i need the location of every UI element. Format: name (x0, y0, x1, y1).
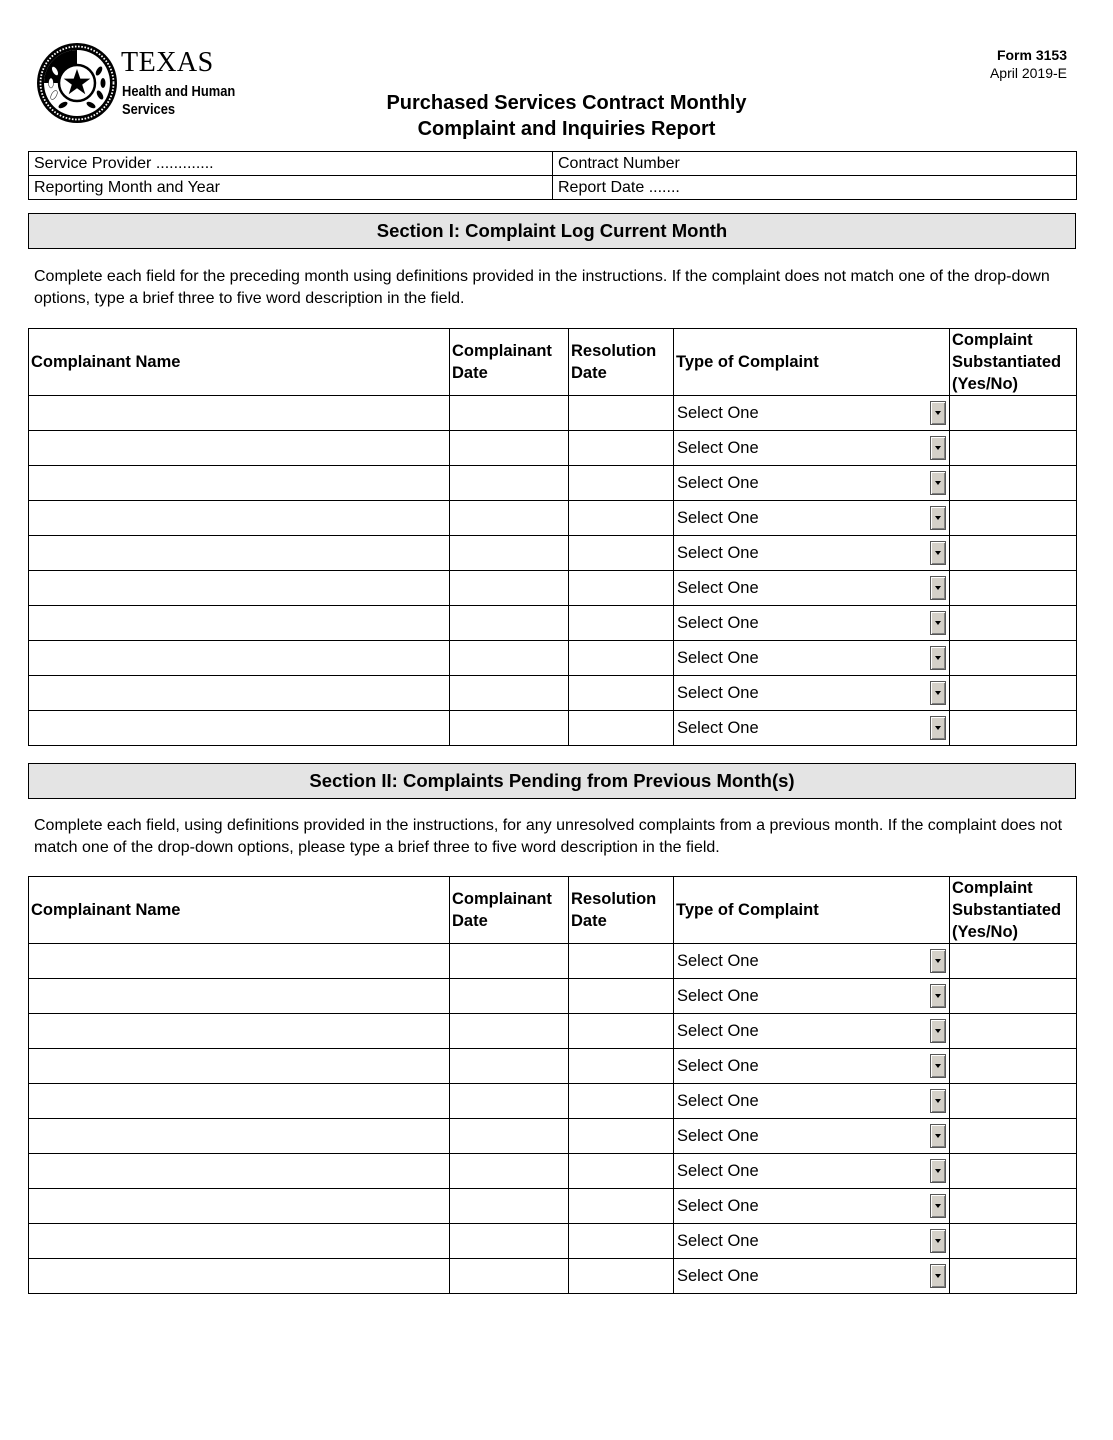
substantiated-cell[interactable] (950, 1049, 1077, 1084)
chevron-down-icon[interactable] (930, 1124, 946, 1148)
complainant-date-cell[interactable] (450, 1014, 569, 1049)
chevron-down-icon[interactable] (930, 506, 946, 530)
complaint-type-value: Select One (677, 684, 759, 702)
table-row (29, 641, 1077, 676)
complaint-type-dropdown[interactable] (674, 676, 950, 711)
form-revision: April 2019-E (989, 65, 1067, 81)
chevron-down-icon[interactable] (930, 401, 946, 425)
substantiated-cell[interactable] (950, 1189, 1077, 1224)
substantiated-cell[interactable] (950, 1224, 1077, 1259)
complaint-type-dropdown[interactable] (674, 641, 950, 676)
complainant-date-cell[interactable] (450, 1189, 569, 1224)
chevron-down-icon[interactable] (930, 611, 946, 635)
table-row (29, 606, 1077, 641)
complainant-name-cell[interactable] (29, 571, 450, 606)
complainant-date-cell[interactable] (450, 466, 569, 501)
page-title (280, 90, 853, 142)
complainant-date-cell[interactable] (450, 431, 569, 466)
complaint-type-value: Select One (677, 579, 759, 597)
service-provider-field[interactable] (29, 152, 553, 176)
complainant-name-cell[interactable] (29, 466, 450, 501)
table-row (29, 944, 1077, 979)
resolution-date-cell[interactable] (569, 1084, 674, 1119)
table-row (29, 1259, 1077, 1294)
complaint-type-value: Select One (677, 509, 759, 527)
complaint-type-select[interactable] (674, 1189, 949, 1223)
complaint-type-value: Select One (677, 1092, 759, 1110)
table-row (29, 1084, 1077, 1119)
complaint-type-dropdown[interactable] (674, 1259, 950, 1294)
substantiated-cell[interactable] (950, 396, 1077, 431)
table-row (29, 536, 1077, 571)
substantiated-cell[interactable] (950, 501, 1077, 536)
substantiated-cell[interactable] (950, 979, 1077, 1014)
resolution-date-cell[interactable] (569, 1224, 674, 1259)
col-header-substantiated: Complaint Substantiated (Yes/No) (950, 329, 1077, 396)
header-info-table (28, 151, 1077, 200)
chevron-down-icon[interactable] (930, 436, 946, 460)
table-row (29, 396, 1077, 431)
table-row (29, 1014, 1077, 1049)
complainant-date-cell[interactable] (450, 979, 569, 1014)
reporting-month-year-field[interactable] (29, 176, 553, 200)
complaint-type-select[interactable] (674, 979, 949, 1013)
complainant-date-cell[interactable] (450, 1154, 569, 1189)
complaint-type-select[interactable] (674, 1259, 949, 1293)
complaint-type-select[interactable] (674, 944, 949, 978)
resolution-date-cell[interactable] (569, 501, 674, 536)
complainant-date-cell[interactable] (450, 536, 569, 571)
resolution-date-cell[interactable] (569, 571, 674, 606)
complainant-name-cell[interactable] (29, 711, 450, 746)
table-header-row (29, 877, 1077, 944)
complaint-type-value: Select One (677, 952, 759, 970)
complainant-name-cell[interactable] (29, 606, 450, 641)
substantiated-cell[interactable] (950, 431, 1077, 466)
texas-seal-icon (35, 41, 119, 125)
complaint-type-dropdown[interactable] (674, 1084, 950, 1119)
logo-line-2: Health and Human (122, 83, 236, 100)
complainant-name-cell[interactable] (29, 944, 450, 979)
complaint-type-value: Select One (677, 1022, 759, 1040)
complainant-date-cell[interactable] (450, 571, 569, 606)
complaint-type-select[interactable] (674, 396, 949, 430)
chevron-down-icon[interactable] (930, 576, 946, 600)
complainant-date-cell[interactable] (450, 1119, 569, 1154)
col-header-type-of-complaint: Type of Complaint (674, 877, 950, 944)
chevron-down-icon[interactable] (930, 1264, 946, 1288)
report-date-label: Report Date ....... (558, 178, 680, 196)
chevron-down-icon[interactable] (930, 1054, 946, 1078)
resolution-date-cell[interactable] (569, 944, 674, 979)
resolution-date-cell[interactable] (569, 1014, 674, 1049)
title-line-2: Complaint and Inquiries Report (417, 118, 716, 140)
substantiated-cell[interactable] (950, 944, 1077, 979)
substantiated-cell[interactable] (950, 466, 1077, 501)
complaint-type-value: Select One (677, 474, 759, 492)
table-row (29, 676, 1077, 711)
substantiated-cell[interactable] (950, 676, 1077, 711)
table-row (29, 711, 1077, 746)
complaint-type-dropdown[interactable] (674, 571, 950, 606)
section-2-heading: Section II: Complaints Pending from Previous Month(s) (28, 763, 1076, 799)
complainant-name-cell[interactable] (29, 536, 450, 571)
resolution-date-cell[interactable] (569, 606, 674, 641)
complainant-name-cell[interactable] (29, 396, 450, 431)
complaint-type-value: Select One (677, 649, 759, 667)
title-line-1: Purchased Services Contract Monthly (386, 92, 747, 114)
complaint-type-dropdown[interactable] (674, 711, 950, 746)
complaint-type-select[interactable] (674, 1049, 949, 1083)
complainant-date-cell[interactable] (450, 1259, 569, 1294)
resolution-date-cell[interactable] (569, 979, 674, 1014)
complainant-date-cell[interactable] (450, 944, 569, 979)
complaint-type-value: Select One (677, 1232, 759, 1250)
chevron-down-icon[interactable] (930, 1229, 946, 1253)
complainant-name-cell[interactable] (29, 1049, 450, 1084)
contract-number-field[interactable] (553, 152, 1077, 176)
section-1-complaint-table (28, 328, 1077, 746)
substantiated-cell[interactable] (950, 1154, 1077, 1189)
complaint-type-select[interactable] (674, 1119, 949, 1153)
col-header-substantiated: Complaint Substantiated (Yes/No) (950, 877, 1077, 944)
table-row (29, 1189, 1077, 1224)
substantiated-cell[interactable] (950, 571, 1077, 606)
complaint-type-value: Select One (677, 614, 759, 632)
resolution-date-cell[interactable] (569, 1049, 674, 1084)
table-header-row (29, 329, 1077, 396)
resolution-date-cell[interactable] (569, 641, 674, 676)
table-row (29, 431, 1077, 466)
substantiated-cell[interactable] (950, 536, 1077, 571)
chevron-down-icon[interactable] (930, 716, 946, 740)
complainant-date-cell[interactable] (450, 396, 569, 431)
resolution-date-cell[interactable] (569, 536, 674, 571)
complaint-type-dropdown[interactable] (674, 1189, 950, 1224)
complainant-name-cell[interactable] (29, 501, 450, 536)
complaint-type-select[interactable] (674, 606, 949, 640)
table-row (29, 1154, 1077, 1189)
chevron-down-icon[interactable] (930, 1159, 946, 1183)
complainant-name-cell[interactable] (29, 431, 450, 466)
complaint-type-value: Select One (677, 1267, 759, 1285)
complainant-date-cell[interactable] (450, 641, 569, 676)
complaint-type-dropdown[interactable] (674, 1014, 950, 1049)
complaint-type-dropdown[interactable] (674, 979, 950, 1014)
report-date-field[interactable] (553, 176, 1077, 200)
table-row (29, 571, 1077, 606)
complaint-type-value: Select One (677, 544, 759, 562)
substantiated-cell[interactable] (950, 1084, 1077, 1119)
complaint-type-select[interactable] (674, 1224, 949, 1258)
complaint-type-dropdown[interactable] (674, 396, 950, 431)
complainant-name-cell[interactable] (29, 1259, 450, 1294)
col-header-resolution-date: Resolution Date (569, 329, 674, 396)
resolution-date-cell[interactable] (569, 466, 674, 501)
chevron-down-icon[interactable] (930, 541, 946, 565)
complaint-type-value: Select One (677, 719, 759, 737)
service-provider-label: Service Provider ............. (34, 154, 214, 172)
substantiated-cell[interactable] (950, 1259, 1077, 1294)
complaint-type-select[interactable] (674, 571, 949, 605)
chevron-down-icon[interactable] (930, 1089, 946, 1113)
texas-hhs-logo (35, 41, 255, 125)
reporting-month-year-label: Reporting Month and Year (34, 178, 220, 196)
complainant-date-cell[interactable] (450, 1049, 569, 1084)
resolution-date-cell[interactable] (569, 1189, 674, 1224)
chevron-down-icon[interactable] (930, 984, 946, 1008)
complaint-type-value: Select One (677, 1162, 759, 1180)
col-header-type-of-complaint: Type of Complaint (674, 329, 950, 396)
col-header-complainant-name: Complainant Name (29, 877, 450, 944)
table-row (29, 979, 1077, 1014)
complainant-name-cell[interactable] (29, 676, 450, 711)
resolution-date-cell[interactable] (569, 431, 674, 466)
logo-line-3: Services (122, 101, 176, 118)
resolution-date-cell[interactable] (569, 1259, 674, 1294)
contract-number-label: Contract Number (558, 154, 680, 172)
complainant-date-cell[interactable] (450, 1084, 569, 1119)
complaint-type-dropdown[interactable] (674, 1224, 950, 1259)
chevron-down-icon[interactable] (930, 681, 946, 705)
complainant-name-cell[interactable] (29, 979, 450, 1014)
chevron-down-icon[interactable] (930, 646, 946, 670)
resolution-date-cell[interactable] (569, 1154, 674, 1189)
complaint-type-select[interactable] (674, 1154, 949, 1188)
resolution-date-cell[interactable] (569, 1119, 674, 1154)
table-row (29, 501, 1077, 536)
resolution-date-cell[interactable] (569, 396, 674, 431)
section-1-heading: Section I: Complaint Log Current Month (28, 213, 1076, 249)
chevron-down-icon[interactable] (930, 949, 946, 973)
table-row (29, 1049, 1077, 1084)
logo-texas-text: TEXAS (121, 47, 214, 78)
section-1-instructions: Complete each field for the preceding month using definitions provided in the instructions. If the complaint does not match one of the drop-down options, type a brief three to five word description in the field. (34, 268, 1050, 307)
complaint-type-select[interactable] (674, 536, 949, 570)
logo-agency-text (122, 83, 235, 119)
substantiated-cell[interactable] (950, 1014, 1077, 1049)
chevron-down-icon[interactable] (930, 1194, 946, 1218)
substantiated-cell[interactable] (950, 641, 1077, 676)
complainant-name-cell[interactable] (29, 1189, 450, 1224)
complaint-type-dropdown[interactable] (674, 536, 950, 571)
complaint-type-select[interactable] (674, 641, 949, 675)
complainant-date-cell[interactable] (450, 1224, 569, 1259)
complaint-type-select[interactable] (674, 1084, 949, 1118)
complaint-type-value: Select One (677, 987, 759, 1005)
form-number: Form 3153 (996, 47, 1067, 63)
complainant-name-cell[interactable] (29, 1084, 450, 1119)
complaint-type-dropdown[interactable] (674, 466, 950, 501)
complaint-type-value: Select One (677, 1197, 759, 1215)
chevron-down-icon[interactable] (930, 1019, 946, 1043)
section-2-complaint-table (28, 876, 1077, 1294)
complaint-type-value: Select One (677, 404, 759, 422)
complainant-name-cell[interactable] (29, 1154, 450, 1189)
complaint-type-dropdown[interactable] (674, 1154, 950, 1189)
resolution-date-cell[interactable] (569, 676, 674, 711)
complainant-name-cell[interactable] (29, 1119, 450, 1154)
complainant-name-cell[interactable] (29, 641, 450, 676)
substantiated-cell[interactable] (950, 1119, 1077, 1154)
table-row (29, 466, 1077, 501)
complainant-date-cell[interactable] (450, 676, 569, 711)
complaint-type-select[interactable] (674, 501, 949, 535)
complainant-name-cell[interactable] (29, 1224, 450, 1259)
complainant-date-cell[interactable] (450, 711, 569, 746)
complaint-type-select[interactable] (674, 1014, 949, 1048)
complaint-type-select[interactable] (674, 466, 949, 500)
resolution-date-cell[interactable] (569, 711, 674, 746)
complaint-type-select[interactable] (674, 676, 949, 710)
complaint-type-value: Select One (677, 1127, 759, 1145)
complaint-type-dropdown[interactable] (674, 944, 950, 979)
complaint-type-select[interactable] (674, 431, 949, 465)
chevron-down-icon[interactable] (930, 471, 946, 495)
table-row (29, 1224, 1077, 1259)
complaint-type-value: Select One (677, 1057, 759, 1075)
col-header-complainant-date: Complainant Date (450, 877, 569, 944)
complaint-type-dropdown[interactable] (674, 431, 950, 466)
complainant-date-cell[interactable] (450, 501, 569, 536)
substantiated-cell[interactable] (950, 606, 1077, 641)
complaint-type-value: Select One (677, 439, 759, 457)
substantiated-cell[interactable] (950, 711, 1077, 746)
form-identifier (990, 46, 1067, 82)
complaint-type-dropdown[interactable] (674, 501, 950, 536)
section-2-instructions: Complete each field, using definitions provided in the instructions, for any unresolved complaints from a previous month. If the complaint does not match one of the drop-down options, please type a brief three to five word description in the field. (34, 817, 1063, 856)
col-header-resolution-date: Resolution Date (569, 877, 674, 944)
complaint-type-dropdown[interactable] (674, 1049, 950, 1084)
complainant-date-cell[interactable] (450, 606, 569, 641)
col-header-complainant-name: Complainant Name (29, 329, 450, 396)
complaint-type-dropdown[interactable] (674, 1119, 950, 1154)
complaint-type-select[interactable] (674, 711, 949, 745)
complaint-type-dropdown[interactable] (674, 606, 950, 641)
complainant-name-cell[interactable] (29, 1014, 450, 1049)
table-row (29, 1119, 1077, 1154)
col-header-complainant-date: Complainant Date (450, 329, 569, 396)
